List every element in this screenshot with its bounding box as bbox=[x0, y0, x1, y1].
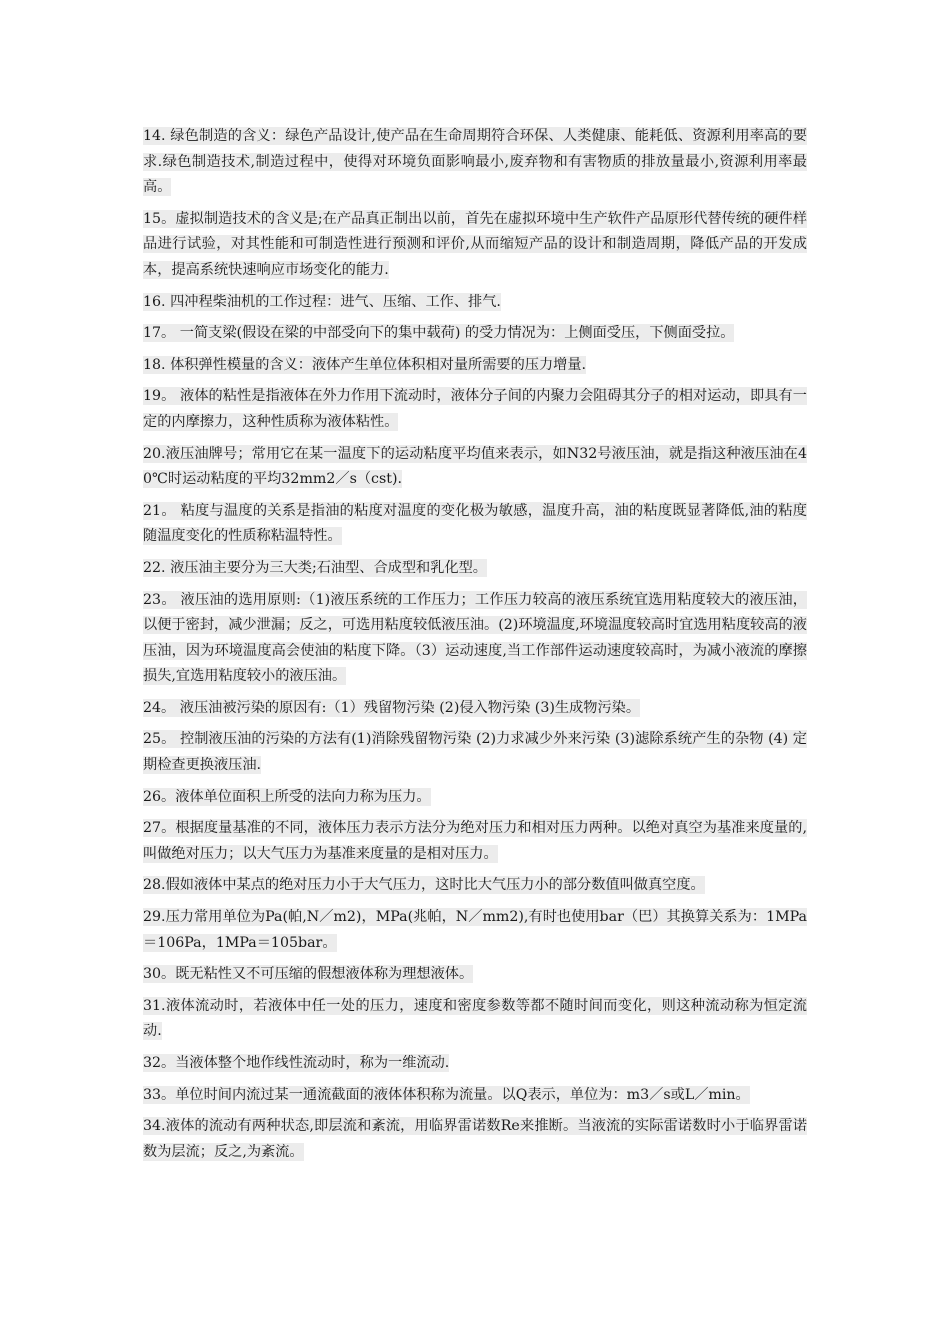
paragraph-27 bbox=[143, 816, 807, 867]
paragraph-16 bbox=[143, 290, 807, 316]
paragraph-text: 27。根据度量基准的不同，液体压力表示方法分为绝对压力和相对压力两种。以绝对真空为基准来度量的,叫做绝对压力；以大气压力为基准来度量的是相对压力。 bbox=[143, 820, 807, 862]
paragraph-text: 32。当液体整个地作线性流动时，称为一维流动. bbox=[143, 1055, 450, 1071]
paragraph-text: 26。液体单位面积上所受的法向力称为压力。 bbox=[143, 788, 431, 805]
paragraph-text: 16. 四冲程柴油机的工作过程：进气、压缩、工作、排气. bbox=[143, 293, 501, 310]
paragraph-26 bbox=[143, 785, 807, 811]
paragraph-text: 19。 液体的粘性是指液体在外力作用下流动时，液体分子间的内聚力会阻碍其分子的相对运动，即具有一定的内摩擦力，这种性质称为液体粘性。 bbox=[143, 388, 807, 430]
paragraph-text: 15。虚拟制造技术的含义是;在产品真正制出以前，首先在虚拟环境中生产软件产品原形代替传统的硬件样品进行试验，对其性能和可制造性进行预测和评价,从而缩短产品的设计和制造周期，降低产品的开发成本，提高系统快速响应市场变化的能力. bbox=[143, 210, 807, 278]
paragraph-text: 30。既无粘性又不可压缩的假想液体称为理想液体。 bbox=[143, 966, 474, 983]
paragraph-15 bbox=[143, 207, 807, 284]
paragraph-25 bbox=[143, 727, 807, 778]
paragraph-28 bbox=[143, 873, 807, 899]
paragraph-text: 18. 体积弹性模量的含义：液体产生单位体积相对量所需要的压力增量. bbox=[143, 356, 587, 373]
paragraph-20 bbox=[143, 442, 807, 493]
paragraph-text: 22. 液压油主要分为三大类;石油型、合成型和乳化型。 bbox=[143, 559, 487, 576]
paragraph-24 bbox=[143, 696, 807, 722]
paragraph-19 bbox=[143, 384, 807, 435]
paragraph-30 bbox=[143, 962, 807, 988]
paragraph-text: 34.液体的流动有两种状态,即层流和紊流，用临界雷诺数Re来推断。当液流的实际雷诺数时小于临界雷诺数为层流；反之,为紊流。 bbox=[143, 1118, 807, 1160]
paragraph-text: 20.液压油牌号；常用它在某一温度下的运动粘度平均值来表示，如N32号液压油，就是指这种液压油在40℃时运动粘度的平均32mm2／s（cst). bbox=[143, 445, 807, 488]
document-body bbox=[143, 124, 807, 1171]
paragraph-33 bbox=[143, 1083, 807, 1109]
paragraph-text: 25。 控制液压油的污染的方法有(1)消除残留物污染 (2)力求减少外来污染 (3)滤除系统产生的杂物 (4) 定期检查更换液压油. bbox=[143, 731, 807, 774]
paragraph-21 bbox=[143, 499, 807, 550]
paragraph-32 bbox=[143, 1051, 807, 1077]
paragraph-34 bbox=[143, 1114, 807, 1165]
paragraph-22 bbox=[143, 556, 807, 582]
paragraph-text: 17。 一简支梁(假设在梁的中部受向下的集中载荷) 的受力情况为：上侧面受压，下侧面受拉。 bbox=[143, 325, 735, 342]
paragraph-29 bbox=[143, 905, 807, 956]
paragraph-text: 14. 绿色制造的含义：绿色产品设计,使产品在生命周期符合环保、人类健康、能耗低、资源利用率高的要求.绿色制造技术,制造过程中，使得对环境负面影响最小,废弃物和有害物质的排放量最小,资源利用率最高。 bbox=[143, 128, 807, 196]
paragraph-text: 23。 液压油的选用原则:（1)液压系统的工作压力；工作压力较高的液压系统宜选用粘度较大的液压油，以便于密封，减少泄漏；反之，可选用粘度较低液压油。(2)环境温度,环境温度较高时宜选用粘度较高的液压油，因为环境温度高会使油的粘度下降。（3）运动速度,当工作部件运动速度较高时，为减小液流的摩擦损失,宜选用粘度较小的液压油。 bbox=[143, 591, 807, 685]
paragraph-text: 33。单位时间内流过某一通流截面的液体体积称为流量。以Q表示，单位为：m3／s或L／min。 bbox=[143, 1086, 750, 1103]
paragraph-23 bbox=[143, 588, 807, 690]
paragraph-31 bbox=[143, 994, 807, 1045]
paragraph-text: 21。 粘度与温度的关系是指油的粘度对温度的变化极为敏感，温度升高，油的粘度既显著降低,油的粘度随温度变化的性质称粘温特性。 bbox=[143, 502, 807, 545]
paragraph-18 bbox=[143, 353, 807, 379]
paragraph-14 bbox=[143, 124, 807, 201]
paragraph-17 bbox=[143, 321, 807, 347]
paragraph-text: 28.假如液体中某点的绝对压力小于大气压力，这时比大气压力小的部分数值叫做真空度。 bbox=[143, 877, 705, 894]
paragraph-text: 24。 液压油被污染的原因有:（1）残留物污染 (2)侵入物污染 (3)生成物污染。 bbox=[143, 699, 641, 716]
paragraph-text: 31.液体流动时，若液体中任一处的压力，速度和密度参数等都不随时间而变化，则这种流动称为恒定流动. bbox=[143, 997, 807, 1040]
paragraph-text: 29.压力常用单位为Pa(帕,N／m2)，MPa(兆帕，N／mm2),有时也使用bar（巴）其换算关系为：1MPa＝106Pa，1MPa＝105bar。 bbox=[143, 909, 807, 951]
